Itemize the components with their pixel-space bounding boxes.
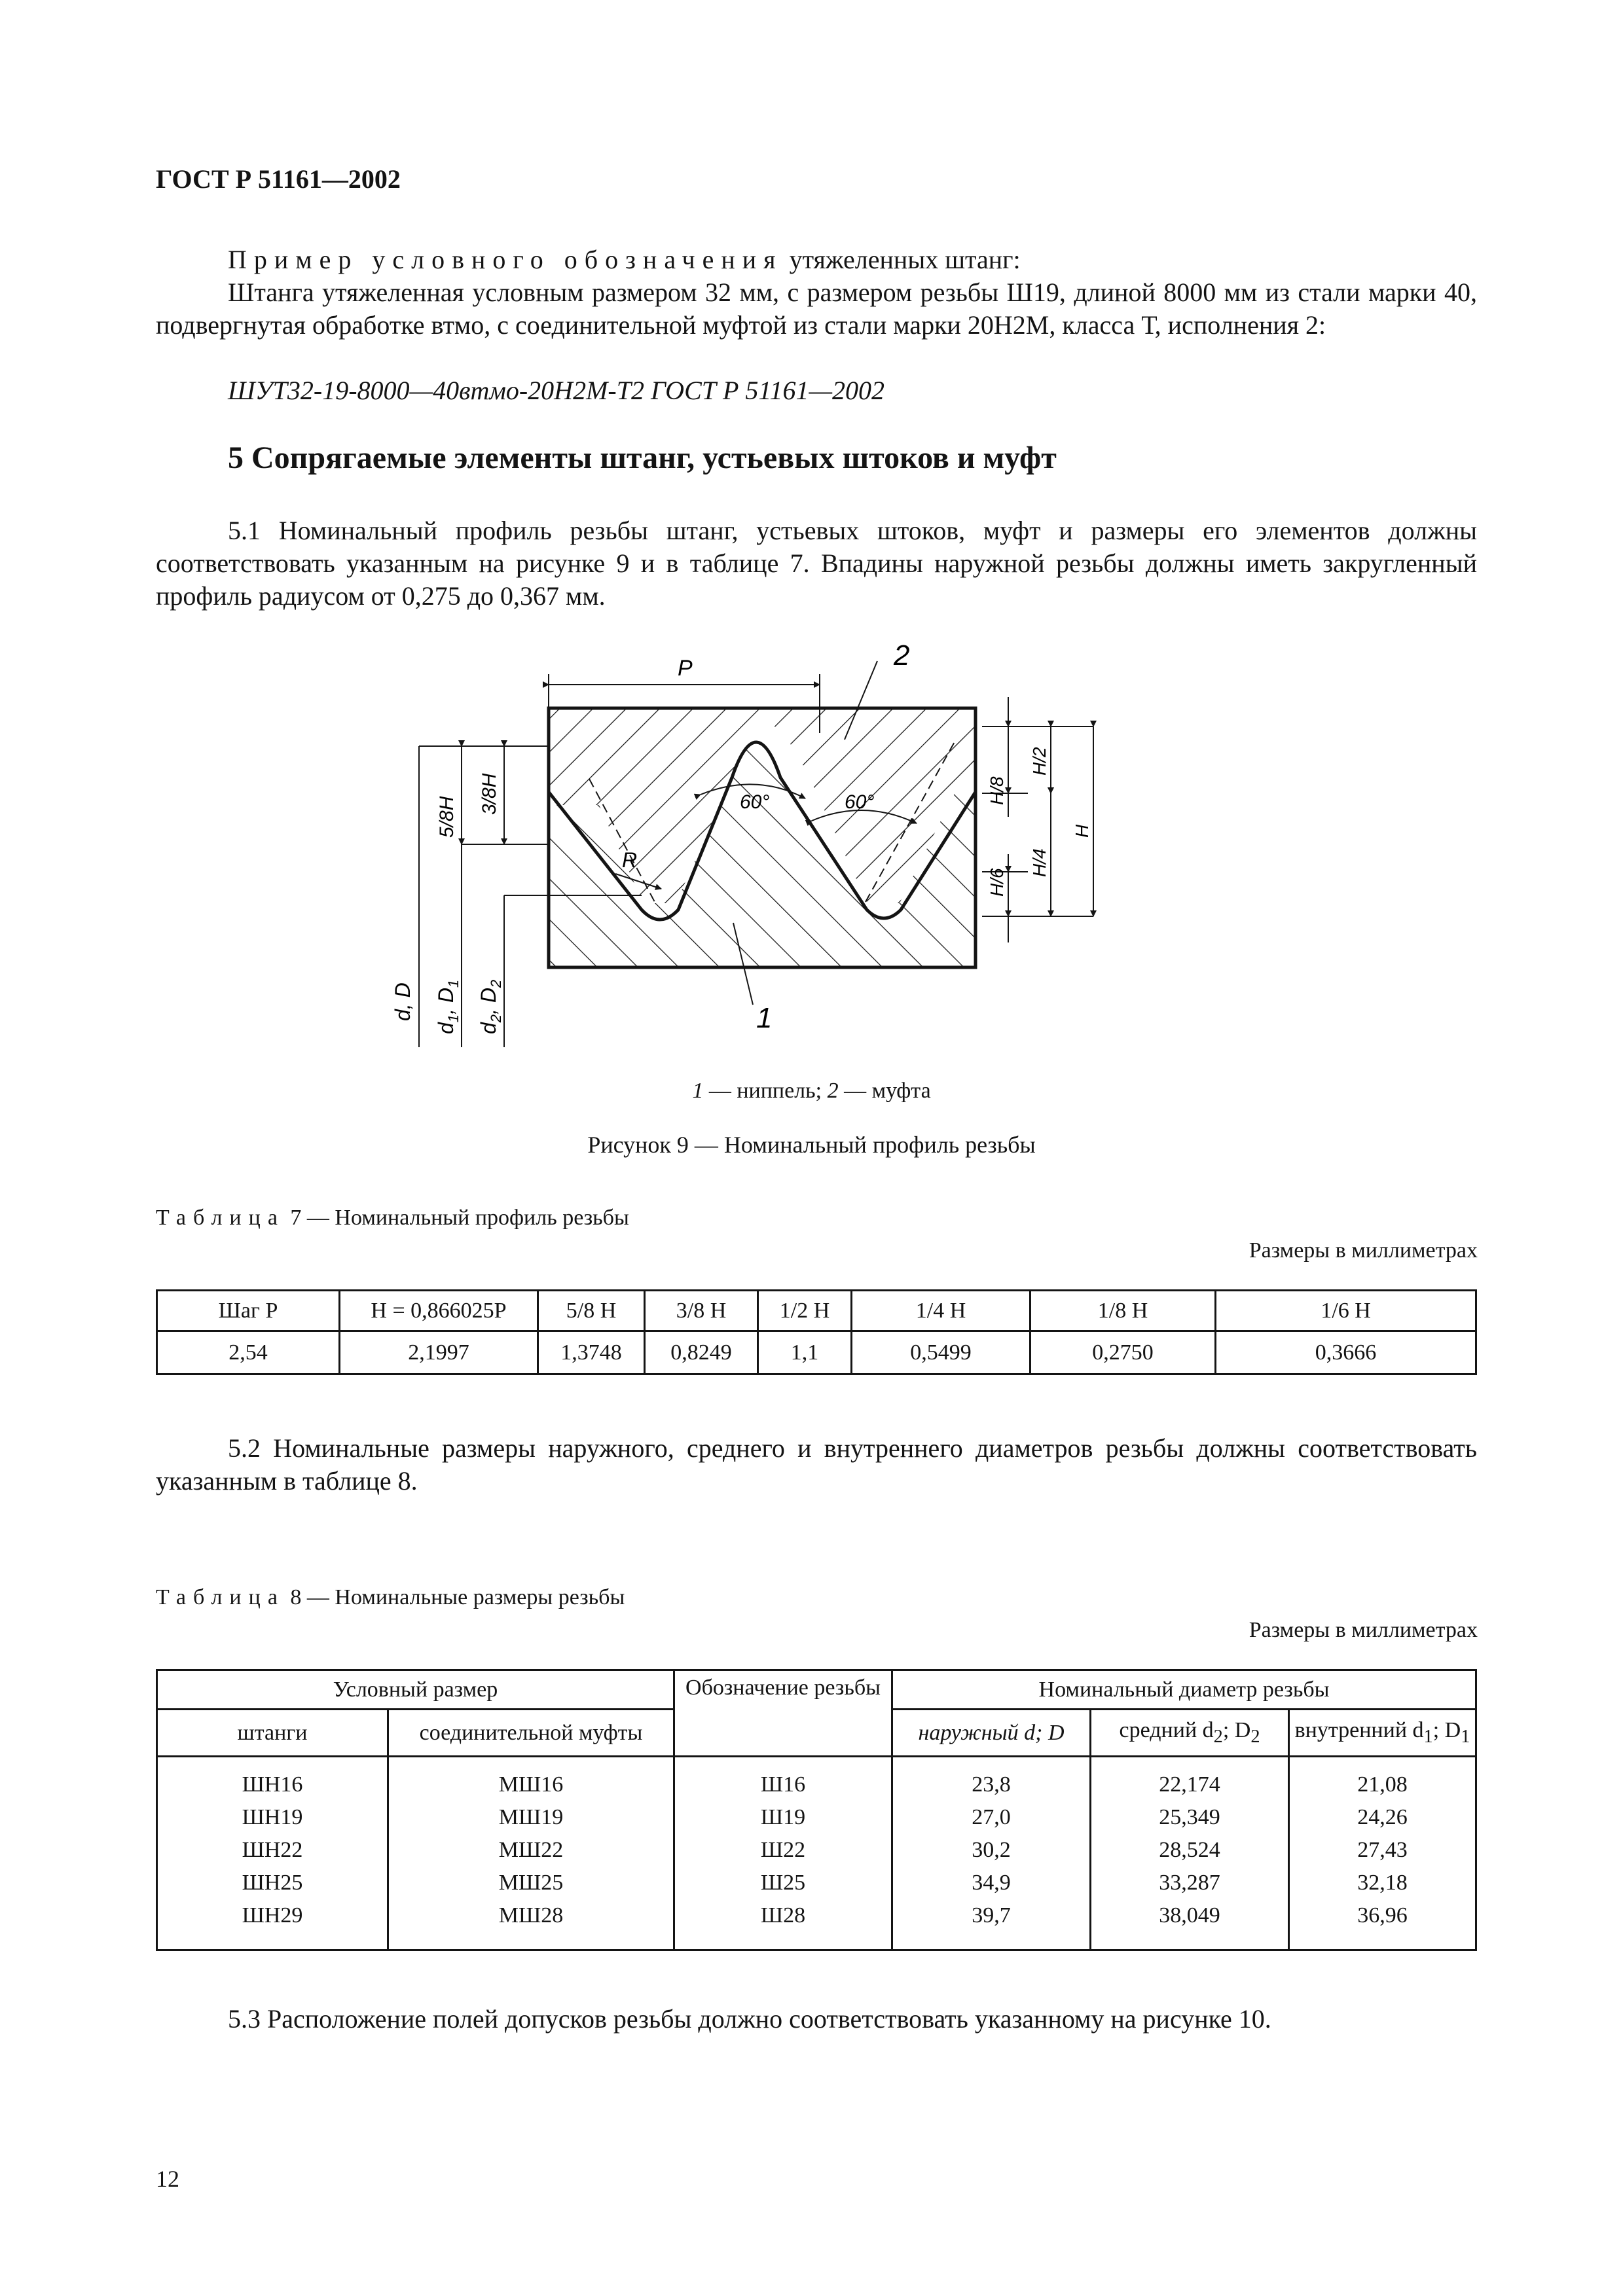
thread-profile-drawing xyxy=(393,641,1126,1060)
table7-header: H = 0,866025P xyxy=(340,1291,538,1331)
paragraph-5-1: 5.1 Номинальный профиль резьбы штанг, устьевых штоков, муфт и размеры его элементов должны соответствовать указанным на рисунке 9 и в таблице 7. Впадины наружной резьбы должны иметь закругленный профиль радиусом от 0,275 до 0,367 мм. xyxy=(156,516,1477,611)
figure-legend: 1 — ниппель; 2 — муфта xyxy=(692,1079,931,1103)
table7-header: 5/8 H xyxy=(538,1291,645,1331)
table8-caption: Таблица 8 — Номинальные размеры резьбы xyxy=(156,1585,625,1609)
table8-header-outer: наружный d; D xyxy=(892,1710,1091,1757)
table8-row: ШН19 МШ19 Ш19 27,0 25,349 24,26 xyxy=(157,1801,1476,1834)
svg-text:d, D: d, D xyxy=(393,982,414,1021)
figure-9 xyxy=(393,641,1126,1064)
table8-row: ШН16 МШ16 Ш16 23,8 22,174 21,08 xyxy=(157,1768,1476,1801)
table8-header-inner: внутренний $d_1$; $D_1$ xyxy=(1289,1710,1476,1757)
svg-text:H/8: H/8 xyxy=(987,776,1007,805)
svg-text:d2, D2: $d_2$, $D_2$ xyxy=(477,979,504,1034)
svg-text:H: H xyxy=(1072,824,1092,838)
table8-header-rod: штанги xyxy=(157,1710,388,1757)
table8-header-size: Условный размер xyxy=(157,1670,674,1710)
svg-text:d1, D1: $d_1$, $D_1$ xyxy=(434,979,462,1034)
section-title: 5 Сопрягаемые элементы штанг, устьевых штоков и муфт xyxy=(228,440,1057,475)
table7-header: 1/4 H xyxy=(852,1291,1030,1331)
figure-caption: Рисунок 9 — Номинальный профиль резьбы xyxy=(587,1132,1036,1158)
svg-text:60°: 60° xyxy=(740,791,770,813)
table7-cell: 0,5499 xyxy=(852,1331,1030,1374)
svg-text:R: R xyxy=(622,848,638,872)
svg-text:60°: 60° xyxy=(845,791,875,813)
page-number: 12 xyxy=(156,2166,179,2192)
table7-header: 1/8 H xyxy=(1030,1291,1216,1331)
example-description: Штанга утяжеленная условным размером 32 мм, с размером резьбы Ш19, длиной 8000 мм из стали марки 40, подвергнутая обработке втмо, с соединительной муфтой из стали марки 20Н2М, класса Т, исполнения 2: xyxy=(156,278,1477,340)
table7-header: Шаг P xyxy=(157,1291,340,1331)
table7-cell: 2,54 xyxy=(157,1331,340,1374)
paragraph-5-3: 5.3 Расположение полей допусков резьбы должно соответствовать указанному на рисунке 10. xyxy=(228,2004,1271,2034)
svg-text:P: P xyxy=(678,656,693,681)
svg-text:H/4: H/4 xyxy=(1029,848,1049,877)
table8-row: ШН25 МШ25 Ш25 34,9 33,287 32,18 xyxy=(157,1867,1476,1899)
paragraph-5-2: 5.2 Номинальные размеры наружного, среднего и внутреннего диаметров резьбы должны соответствовать указанным в таблице 8. xyxy=(156,1433,1477,1496)
svg-text:5/8H: 5/8H xyxy=(436,796,458,838)
table7-cell: 0,2750 xyxy=(1030,1331,1216,1374)
table8-units: Размеры в миллиметрах xyxy=(1249,1618,1478,1642)
svg-text:H/2: H/2 xyxy=(1029,747,1049,776)
table7-cell: 2,1997 xyxy=(340,1331,538,1374)
table8-header-mid: средний $d_2$; $D_2$ xyxy=(1091,1710,1289,1757)
svg-text:H/6: H/6 xyxy=(987,868,1007,897)
table8-header-designation: Обозначение резьбы xyxy=(674,1670,892,1757)
table7-caption: Таблица 7 — Номинальный профиль резьбы xyxy=(156,1206,629,1230)
table7-cell: 0,8249 xyxy=(645,1331,758,1374)
svg-text:3/8H: 3/8H xyxy=(479,773,500,815)
table8-header-diameter: Номинальный диаметр резьбы xyxy=(892,1670,1476,1710)
table7-header: 3/8 H xyxy=(645,1291,758,1331)
table7-cell: 1,3748 xyxy=(538,1331,645,1374)
table7-header: 1/2 H xyxy=(758,1291,852,1331)
table8-row: ШН29 МШ28 Ш28 39,7 38,049 36,96 xyxy=(157,1899,1476,1932)
table7-units: Размеры в миллиметрах xyxy=(1249,1238,1478,1263)
table8 xyxy=(156,1669,1477,1951)
table7-cell: 1,1 xyxy=(758,1331,852,1374)
example-designation: ШУТ32-19-8000—40втмо-20Н2М-Т2 ГОСТ Р 51161—2002 xyxy=(228,376,885,405)
table7-header: 1/6 H xyxy=(1216,1291,1476,1331)
svg-text:2: 2 xyxy=(894,641,910,672)
document-header: ГОСТ Р 51161—2002 xyxy=(156,164,401,194)
table7-cell: 0,3666 xyxy=(1216,1331,1476,1374)
table8-header-coupling: соединительной муфты xyxy=(388,1710,674,1757)
table8-row: ШН22 МШ22 Ш22 30,2 28,524 27,43 xyxy=(157,1834,1476,1867)
svg-text:1: 1 xyxy=(756,1002,773,1034)
example-lead: Пример условного обозначения утяжеленных штанг: xyxy=(228,245,1021,274)
table7 xyxy=(156,1289,1477,1375)
